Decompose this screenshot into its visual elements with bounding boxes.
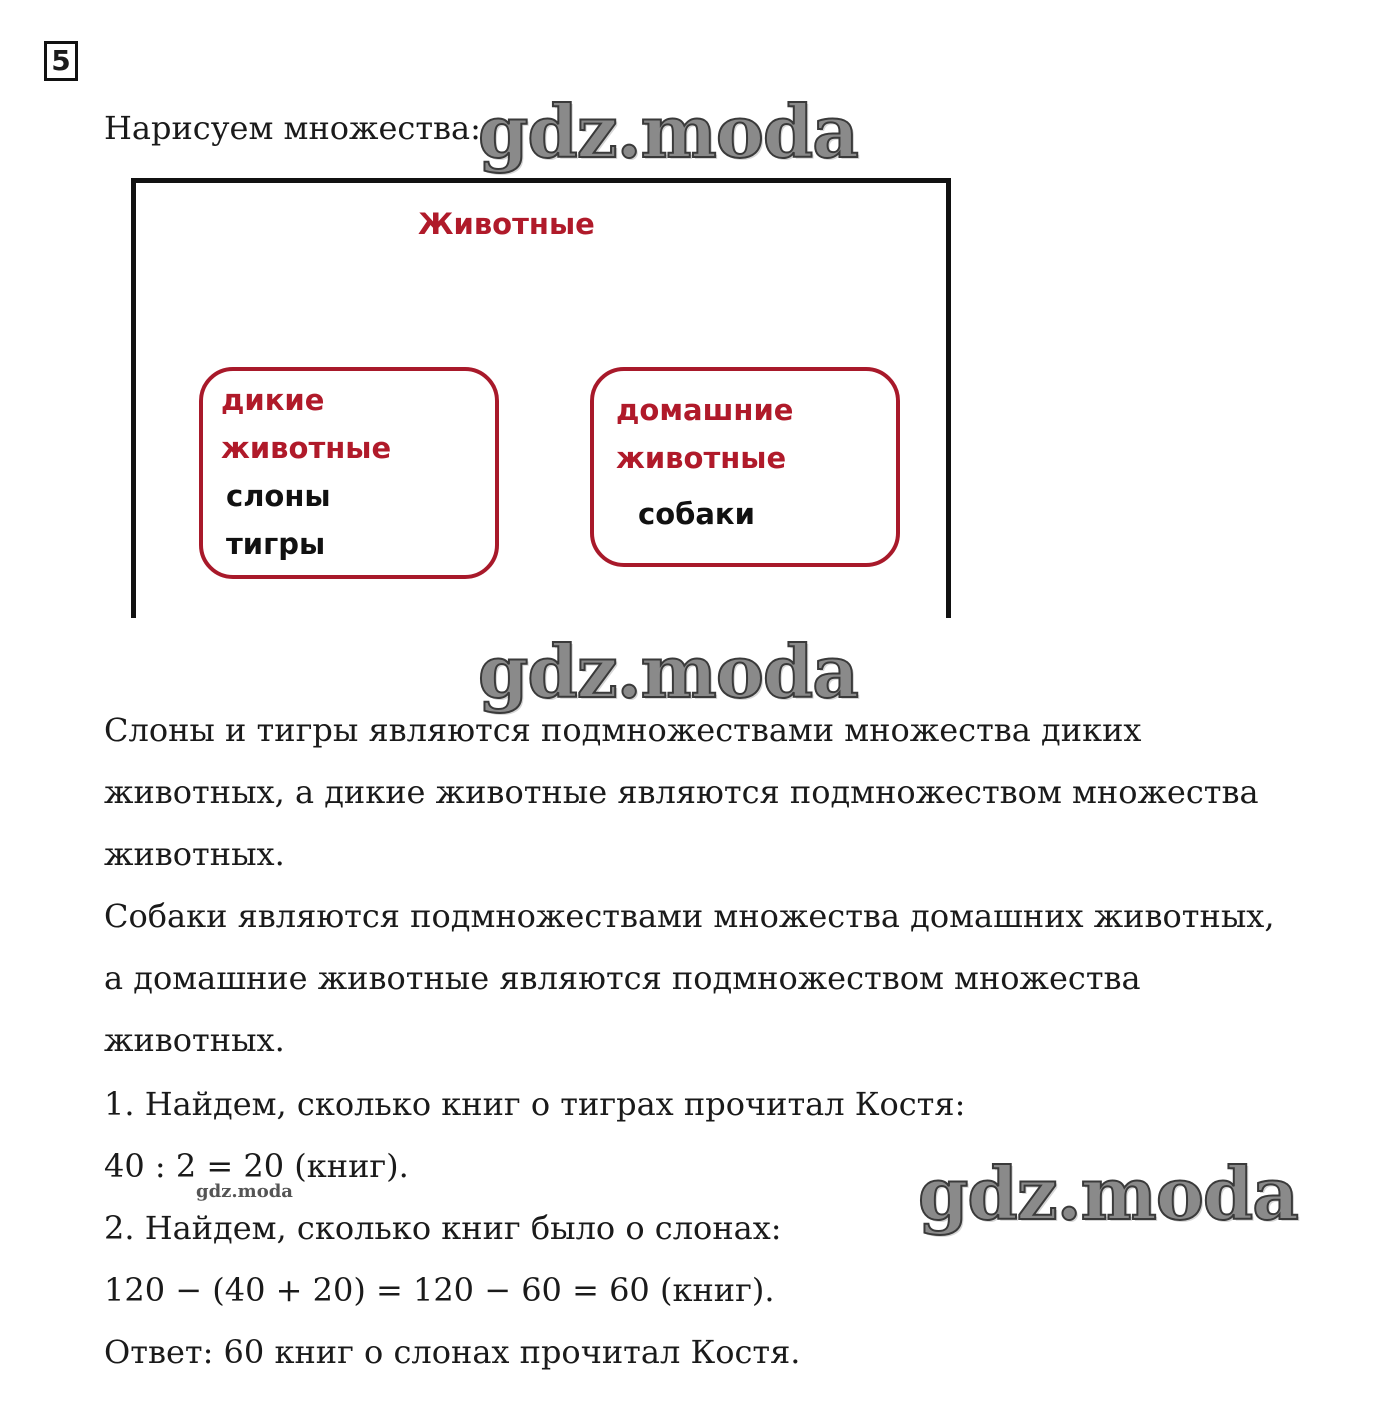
intro-text: Нарисуем множества: <box>104 109 481 147</box>
watermark-middle: gdz.moda <box>478 629 858 714</box>
text-line-2: животных, а дикие животные являются подмножеством множества <box>104 773 1259 811</box>
step-2-line: 2. Найдем, сколько книг было о слонах: <box>104 1209 782 1247</box>
answer-line: Ответ: 60 книг о слонах прочитал Костя. <box>104 1333 801 1371</box>
wild-set-title-2: животные <box>221 431 392 465</box>
text-line-4: Собаки являются подмножествами множества домашних животных, <box>104 897 1275 935</box>
watermark-top: gdz.moda <box>478 89 858 174</box>
text-line-5: а домашние животные являются подмножеством множества <box>104 959 1141 997</box>
domestic-set-title-2: животные <box>616 441 787 475</box>
problem-number: 5 <box>44 41 78 81</box>
step-2-calc: 120 − (40 + 20) = 120 − 60 = 60 (книг). <box>104 1271 775 1309</box>
animals-set-label: Животные <box>418 207 595 241</box>
text-line-3: животных. <box>104 835 285 873</box>
step-1-calc: 40 : 2 = 20 (книг). <box>104 1147 409 1185</box>
wild-item-tigers: тигры <box>226 527 326 561</box>
text-line-6: животных. <box>104 1021 285 1059</box>
wild-set-title-1: дикие <box>221 383 325 417</box>
domestic-set-title-1: домашние <box>616 393 794 427</box>
domestic-item-dogs: собаки <box>638 497 755 531</box>
step-1-line: 1. Найдем, сколько книг о тиграх прочитал Костя: <box>104 1085 966 1123</box>
text-line-1: Слоны и тигры являются подмножествами множества диких <box>104 711 1142 749</box>
watermark-bottom: gdz.moda <box>918 1151 1298 1236</box>
wild-item-elephants: слоны <box>226 479 331 513</box>
watermark-small: gdz.moda <box>196 1181 293 1202</box>
